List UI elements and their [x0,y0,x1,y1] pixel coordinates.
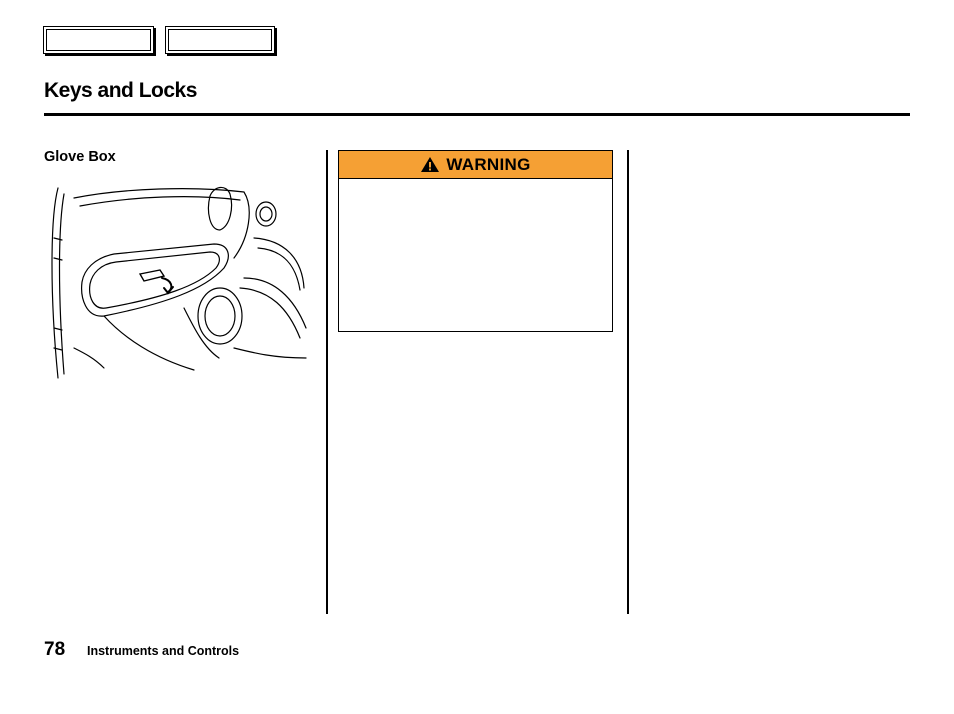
section-heading: Glove Box [44,149,116,165]
previous-page-button[interactable] [43,26,154,54]
column-divider-left [326,150,328,614]
warning-triangle-icon [420,156,440,173]
section-footer: Instruments and Controls [87,644,240,658]
column-divider-right [627,150,629,614]
page-title: Keys and Locks [44,79,197,102]
warning-box [338,150,613,332]
warning-header [339,151,612,179]
glove-box-illustration [44,178,308,384]
page-number: 78 [44,639,66,660]
title-divider [44,113,910,116]
next-page-button[interactable] [165,26,275,54]
warning-label: WARNING [446,154,531,174]
